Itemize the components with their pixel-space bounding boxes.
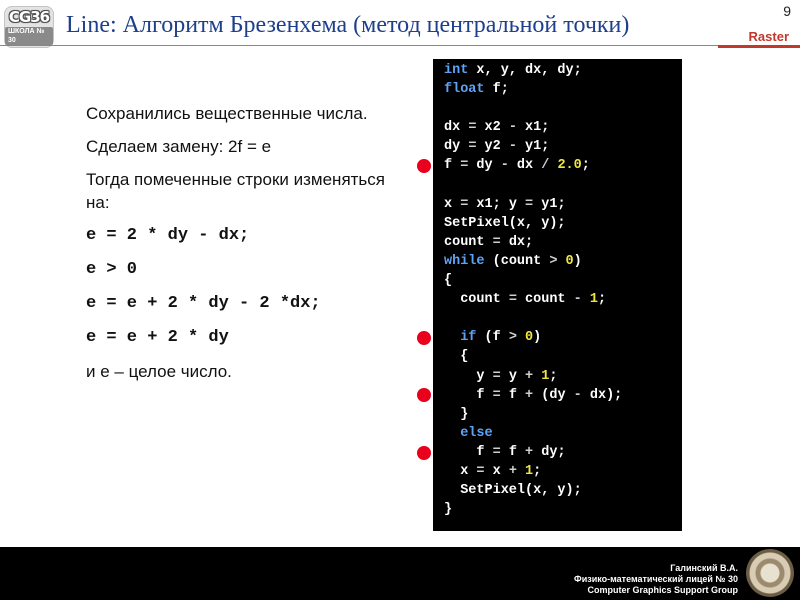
code-listing xyxy=(433,59,682,531)
code-line: } xyxy=(444,502,453,518)
marked-line-bullet xyxy=(417,331,431,345)
code-line: f = f + (dy - dx); xyxy=(444,387,623,403)
formula: e = e + 2 * dy - 2 *dx; xyxy=(86,294,321,313)
marked-line-bullet xyxy=(417,388,431,402)
code-line: float f; xyxy=(444,82,509,98)
code-line: SetPixel(x, y); xyxy=(444,215,566,231)
code-line: while (count > 0) xyxy=(444,253,582,269)
marked-line-bullet xyxy=(417,159,431,173)
header-divider xyxy=(0,45,800,46)
paragraph: Сохранились вещественные числа. xyxy=(86,104,368,123)
formula: e = e + 2 * dy xyxy=(86,328,229,347)
school-logo xyxy=(4,6,54,48)
code-line: else xyxy=(460,425,493,441)
footer-bar xyxy=(0,547,800,600)
code-line: f = dy - dx / 2.0; xyxy=(444,158,590,174)
logo-subtitle: ШКОЛА № 30 xyxy=(5,27,53,45)
code-line: dx = x2 - x1; xyxy=(444,120,550,136)
code-line xyxy=(444,309,682,328)
author-credits xyxy=(574,563,738,596)
logo-mark: CG36 xyxy=(8,7,50,26)
code-line: { xyxy=(444,349,469,365)
author-group: Computer Graphics Support Group xyxy=(587,585,738,595)
code-line: count = dx; xyxy=(444,234,534,250)
formula: e = 2 * dy - dx; xyxy=(86,226,250,245)
code-line: x = x1; y = y1; xyxy=(444,196,566,212)
paragraph: Сделаем замену: 2f = e xyxy=(86,137,272,156)
school-seal xyxy=(746,549,794,597)
code-line: y = y + 1; xyxy=(444,368,558,384)
paragraph: Тогда помеченные строки изменяться на: xyxy=(86,170,385,212)
code-line xyxy=(444,176,682,195)
code-line: { xyxy=(444,273,453,289)
marked-line-bullet xyxy=(417,446,431,460)
explanation-text xyxy=(86,102,386,393)
slide-title: Line: Алгоритм Брезенхема (метод центральной точки) xyxy=(66,12,630,38)
code-line: dy = y2 - y1; xyxy=(444,139,550,155)
code-line: x = x + 1; xyxy=(444,463,542,479)
author-school: Физико-математический лицей № 30 xyxy=(574,574,738,584)
conclusion: и e – целое число. xyxy=(86,362,232,381)
header-divider-accent xyxy=(718,45,800,48)
code-line: SetPixel(x, y); xyxy=(444,483,582,499)
section-label: Raster xyxy=(748,29,789,44)
code-line: int x, y, dx, dy; xyxy=(444,63,582,78)
author-name: Галинский В.А. xyxy=(670,563,738,573)
code-line: count = count - 1; xyxy=(444,292,607,308)
code-line xyxy=(444,99,682,118)
code-line: if (f > 0) xyxy=(460,330,542,346)
code-line: f = f + dy; xyxy=(444,444,566,460)
formula: e > 0 xyxy=(86,260,138,279)
code-line: } xyxy=(444,406,469,422)
page-number: 9 xyxy=(783,3,791,19)
